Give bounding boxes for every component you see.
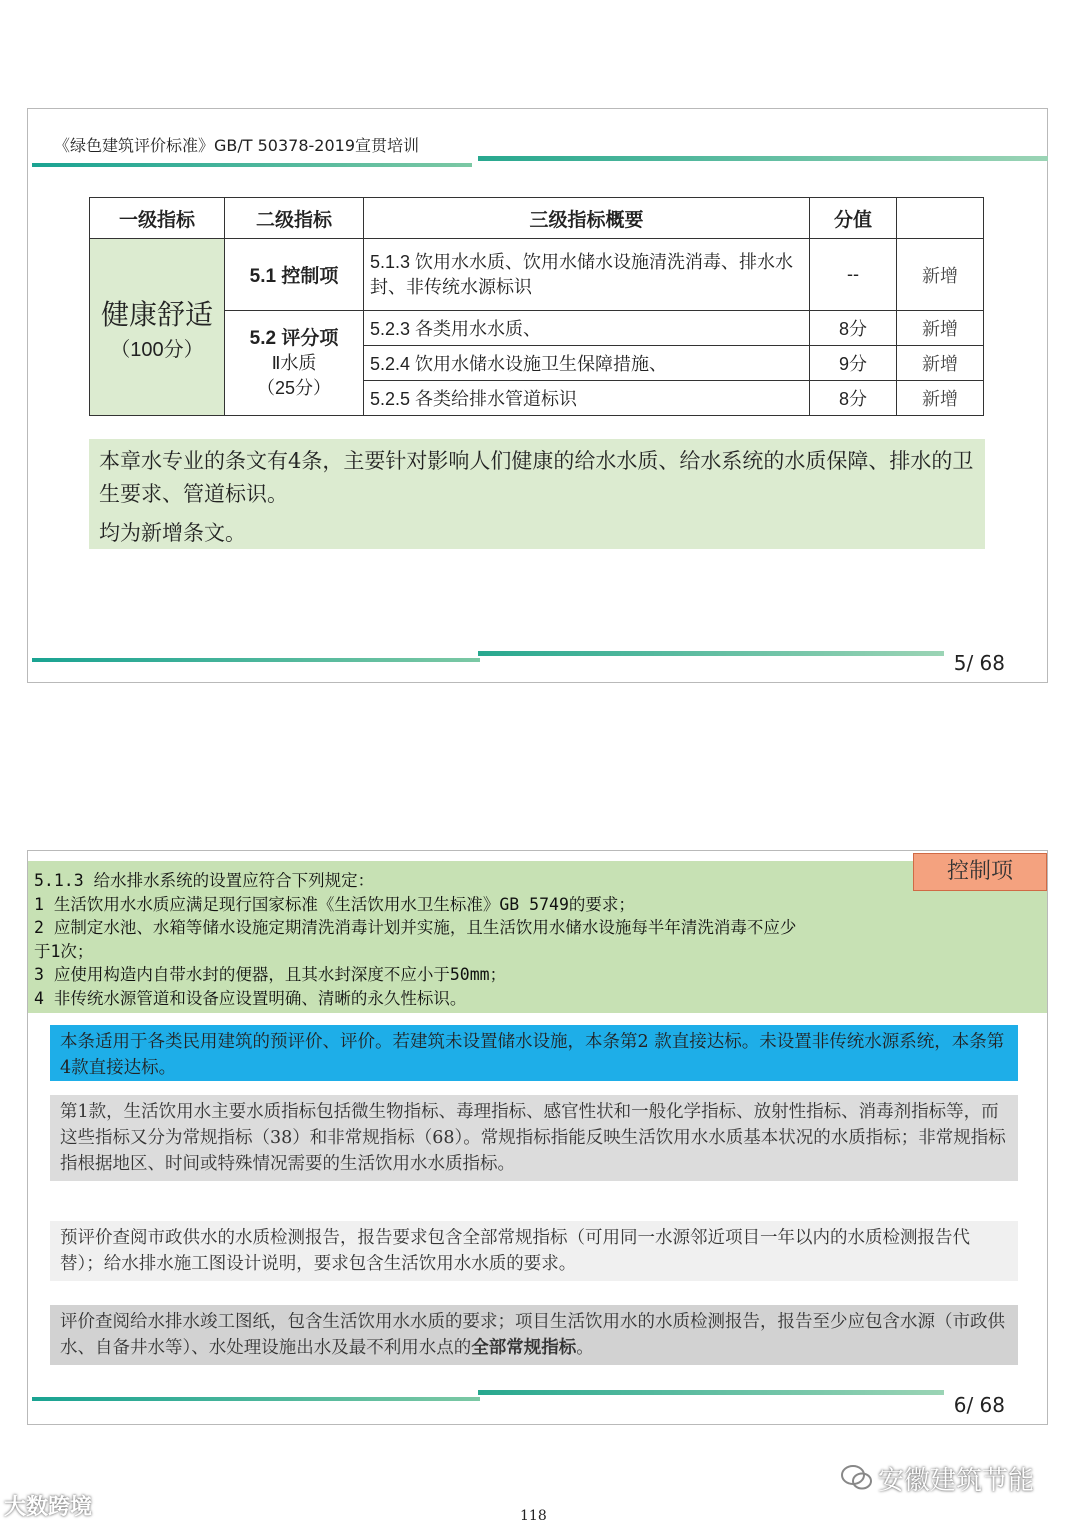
scoring-cell [225, 311, 364, 416]
control-summary: 5.1.3 饮用水水质、饮用水储水设施清洗消毒、排水水封、非传统水源标识 [364, 239, 810, 311]
clause-line: 3 应使用构造内自带水封的便器，且其水封深度不应小于50mm； [34, 965, 507, 984]
footer-bar-right [478, 651, 944, 656]
footer-bar-left [32, 1397, 480, 1401]
clause-line: 1 生活饮用水水质应满足现行国家标准《生活饮用水卫生标准》GB 5749的要求； [34, 894, 635, 914]
row-score: 8分 [810, 311, 897, 346]
header-bar-left [32, 163, 472, 167]
slide-header: 《绿色建筑评价标准》GB/T 50378-2019宣贯培训 [54, 136, 420, 155]
watermark-left-text: 大数跨境 [4, 1495, 93, 1520]
control-label: 5.1 控制项 [225, 239, 364, 311]
col-level3: 三级指标概要 [364, 198, 810, 239]
index-table [89, 197, 984, 416]
slide-6 [27, 850, 1048, 1425]
clause-text [28, 861, 1047, 1013]
col-level1: 一级指标 [90, 198, 225, 239]
evaluation-note [50, 1305, 1018, 1365]
control-score: -- [810, 239, 897, 311]
header-bar-right [478, 156, 1048, 161]
table-header-row [90, 198, 984, 239]
applicability-note: 本条适用于各类民用建筑的预评价、评价。若建筑未设置储水设施，本条第2 款直接达标。未设置非传统水源系统，本条第4款直接达标。 [50, 1025, 1018, 1081]
scoring-sub: Ⅱ水质 [271, 352, 317, 373]
control-item-tag: 控制项 [913, 853, 1047, 891]
footer-bar-left [32, 658, 480, 662]
page-number: 5/ 68 [953, 651, 1005, 675]
row-status: 新增 [897, 346, 984, 381]
clause-line: 4 非传统水源管道和设备应设置明确、清晰的永久性标识。 [34, 988, 467, 1008]
level1-name: 健康舒适 [100, 298, 213, 330]
table-row [90, 239, 984, 311]
evaluation-end: 。 [576, 1338, 594, 1358]
pre-evaluation-note: 预评价查阅市政供水的水质检测报告，报告要求包含全部常规指标（可用同一水源邻近项目一年以内的水质检测报告代替）；给水排水施工图设计说明，要求包含生活饮用水水质的要求。 [50, 1221, 1018, 1281]
evaluation-emphasis: 全部常规指标 [471, 1338, 577, 1358]
col-score: 分值 [810, 198, 897, 239]
row-score: 8分 [810, 381, 897, 416]
row-score: 9分 [810, 346, 897, 381]
clause-line: 于1次； [34, 941, 94, 961]
scoring-label: 5.2 评分项 [249, 327, 339, 349]
watermark-right-text: 安徽建筑节能 [878, 1466, 1035, 1496]
row-summary: 5.2.3 各类用水水质、 [364, 311, 810, 346]
row-status: 新增 [897, 381, 984, 416]
slide-5 [27, 108, 1048, 683]
col-level2: 二级指标 [225, 198, 364, 239]
evaluation-text: 评价查阅给水排水竣工图纸，包含生活饮用水水质的要求；项目生活饮用水的水质检测报告，报告至少应包含水源（市政供水、自备井水等）、水处理设施出水及最不利用水点的 [60, 1312, 1005, 1358]
chapter-summary [89, 439, 985, 549]
row-summary: 5.2.4 饮用水储水设施卫生保障措施、 [364, 346, 810, 381]
scoring-score: （25分） [256, 377, 332, 398]
control-status: 新增 [897, 239, 984, 311]
wechat-icon [840, 1464, 874, 1499]
watermark-left [4, 1490, 92, 1521]
watermark-right [840, 1460, 1034, 1499]
level1-score: （100分） [110, 338, 204, 361]
summary-paragraph: 均为新增条文。 [99, 521, 246, 545]
row-status: 新增 [897, 311, 984, 346]
page-number: 6/ 68 [953, 1393, 1005, 1417]
document-page-number: 118 [520, 1508, 547, 1524]
item1-explanation: 第1款，生活饮用水主要水质指标包括微生物指标、毒理指标、感官性状和一般化学指标、放射性指标、消毒剂指标等，而这些指标又分为常规指标（38）和非常规指标（68）。常规指标指能反映生活饮用水水质基本状况的水质指标；非常规指标指根据地区、时间或特殊情况需要的生活饮用水水质指标。 [50, 1095, 1018, 1181]
clause-line: 2 应制定水池、水箱等储水设施定期清洗消毒计划并实施，且生活饮用水储水设施每半年清洗消毒不应少 [34, 918, 797, 937]
clause-line: 5.1.3 给水排水系统的设置应符合下列规定： [34, 871, 375, 890]
level1-cell [90, 239, 225, 416]
row-summary: 5.2.5 各类给排水管道标识 [364, 381, 810, 416]
table-row [90, 311, 984, 346]
summary-paragraph: 本章水专业的条文有4条，主要针对影响人们健康的给水水质、给水系统的水质保障、排水的卫生要求、管道标识。 [99, 449, 974, 506]
footer-bar-right [478, 1390, 944, 1395]
col-status [897, 198, 984, 239]
